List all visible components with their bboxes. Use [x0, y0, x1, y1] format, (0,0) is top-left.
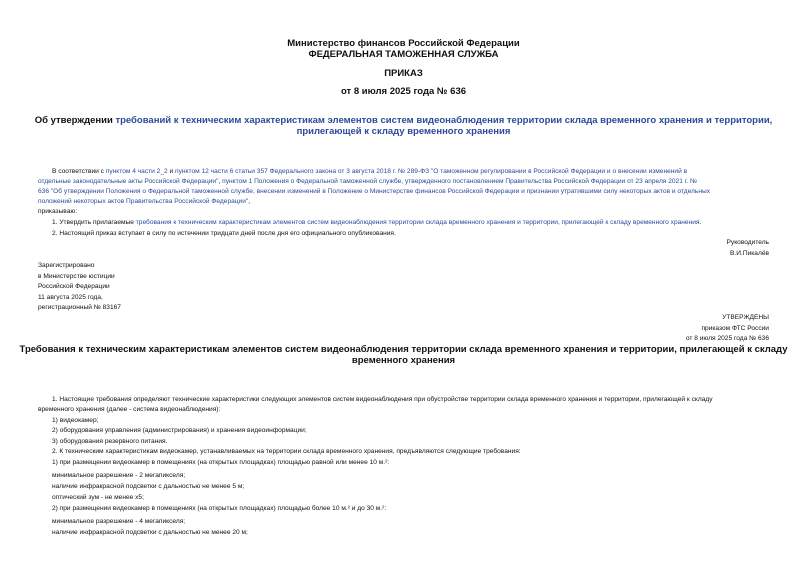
order-item-2: 2. Настоящий приказ вступает в силу по истечении тридцати дней после дня его официального опубликования. — [52, 230, 396, 237]
preamble-line-2 — [38, 177, 697, 187]
requirements-link[interactable]: требования к техническим характеристикам элементов систем видеонаблюдения территории склада временного хранения и территории, прилегающей к складу временного хранения — [135, 219, 700, 226]
service-name: ФЕДЕРАЛЬНАЯ ТАМОЖЕННАЯ СЛУЖБА — [308, 49, 499, 60]
document-type: ПРИКАЗ — [384, 68, 423, 79]
item-text: 1. Утвердить прилагаемые — [52, 219, 136, 226]
preamble-text: , — [248, 198, 251, 205]
regulation-link-continued[interactable]: 636 "Об утверждении Положения о Федеральной таможенной службе, внесении изменений в Положение о Министерстве финансов Российской Федерации и признании утратившими силу некоторых актов и отдельных — [38, 188, 711, 195]
preamble-line-4 — [38, 197, 250, 207]
law-link-2[interactable]: пунктом 12 части 6 статьи 357 Федерального закона от 3 августа 2018 г. № 289-ФЗ "О таможенном регулировании в Российской Федерации и о внесении изменений в — [175, 168, 688, 175]
preamble-text: В соответствии с — [52, 168, 106, 175]
req-line-ir-20m: наличие инфракрасной подсветки с дальностью не менее 20 м; — [52, 529, 248, 536]
preamble-text: и — [167, 168, 176, 175]
req-subitem-2: 2) оборудования управления (администрирования) и хранения видеоинформации; — [52, 427, 307, 434]
registration-line-1: Зарегистрировано — [38, 262, 95, 269]
order-title-link[interactable]: требований к техническим характеристикам элементов систем видеонаблюдения территории склада временного хранения и территории, — [115, 115, 773, 126]
item-text: . — [699, 219, 702, 226]
req-line-zoom: оптический зум - не менее х5; — [52, 494, 144, 501]
order-title-link-continued[interactable]: прилегающей к складу временного хранения — [296, 126, 511, 137]
req-paragraph-1-continued: временного хранения (далее - система видеонаблюдения): — [38, 406, 221, 413]
order-word: приказываю: — [38, 208, 78, 215]
req-paragraph-2-1: 1) при размещении видеокамер в помещениях (на открытых площадках) площадью равной или менее 10 м.²: — [52, 459, 390, 466]
req-paragraph-1: 1. Настоящие требования определяют технические характеристики следующих элементов систем видеонаблюдения при обустройстве территории склада временного хранения и территории, прилегающей к складу — [52, 396, 713, 403]
signature-name: В.И.Пикалёв — [730, 250, 769, 257]
approval-line-1: УТВЕРЖДЕНЫ — [722, 314, 769, 321]
regulation-link[interactable]: пунктом 1 Положения о Федеральной таможенной службе, утвержденного постановлением Правительства Российской Федерации от 23 апреля 2021 г. № — [222, 178, 698, 185]
approval-line-2: приказом ФТС России — [701, 325, 769, 332]
regulation-link-end[interactable]: положений некоторых актов Правительства Российской Федерации" — [38, 198, 249, 205]
req-line-resolution-2mp: минимальное разрешение - 2 мегапикселя; — [52, 472, 186, 479]
preamble-line-1 — [52, 167, 687, 177]
registration-line-3: Российской Федерации — [38, 283, 110, 290]
req-line-resolution-4mp: минимальное разрешение - 4 мегапикселя; — [52, 518, 186, 525]
registration-line-4: 11 августа 2025 года, — [38, 294, 103, 301]
requirements-title: Требования к техническим характеристикам элементов систем видеонаблюдения территории склада временного хранения и территории, прилегающей к складу — [19, 344, 788, 355]
signature-role: Руководитель — [726, 239, 769, 246]
req-subitem-1: 1) видеокамер; — [52, 417, 99, 424]
registration-line-2: в Министерстве юстиции — [38, 273, 115, 280]
req-paragraph-2-2: 2) при размещении видеокамер в помещениях (на открытых площадках) площадью более 10 м.² и до 30 м.²: — [52, 505, 387, 512]
order-title — [0, 115, 807, 126]
law-link-1[interactable]: пунктом 4 части 2_2 — [105, 168, 168, 175]
req-subitem-3: 3) оборудования резервного питания. — [52, 438, 168, 445]
req-paragraph-2: 2. К техническим характеристикам видеокамер, устанавливаемых на территории склада временного хранения, предъявляются следующие требования: — [52, 448, 521, 455]
preamble-text: , — [218, 178, 223, 185]
req-line-ir-5m: наличие инфракрасной подсветки с дальностью не менее 5 м; — [52, 483, 245, 490]
order-item-1 — [52, 218, 701, 228]
requirements-title-continued: временного хранения — [351, 355, 456, 366]
law-link-2-continued[interactable]: отдельные законодательные акты Российской Федерации" — [38, 178, 219, 185]
document-date-number: от 8 июля 2025 года № 636 — [340, 86, 467, 97]
ministry-name: Министерство финансов Российской Федерации — [287, 38, 520, 49]
registration-line-5: регистрационный № 83167 — [38, 304, 121, 311]
order-title-prefix: Об утверждении — [34, 115, 116, 126]
approval-line-3: от 8 июля 2025 года № 636 — [685, 335, 769, 342]
